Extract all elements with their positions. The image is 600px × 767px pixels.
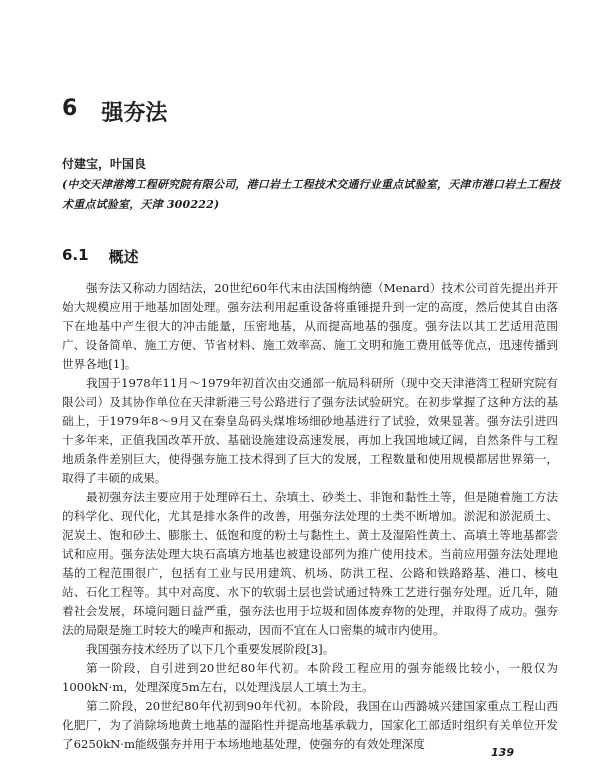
chapter-heading: [62, 96, 167, 127]
page-number: 139: [491, 746, 514, 759]
section-title: 概述: [108, 248, 139, 266]
body-text: [62, 279, 558, 754]
chapter-number: 6: [62, 96, 78, 121]
authors: 付建宝，叶国良: [62, 157, 147, 171]
paragraph: 我国于1978年11月～1979年初首次由交通部一航局科研所（现中交天津港湾工程研究院有限公司）及其协作单位在天津新港三号公路进行了强夯法试验研究。在初步掌握了这种方法的基础上，于1979年8～9月又在秦皇岛码头煤堆场细砂地基进行了试验，效果显著。强夯法引进四十多年来，正值我国改革开放、基础设施建设高速发展，再加上我国地域辽阔，自然条件与工程地质条件差别巨大，使得强夯施工技术得到了巨大的发展，工程数量和使用规模都居世界第一，取得了丰硕的成果。: [62, 376, 558, 485]
paragraph: 最初强夯法主要应用于处理碎石土、杂填土、砂类土、非饱和黏性土等，但是随着施工方法的科学化、现代化，尤其是排水条件的改善，用强夯法处理的土类不断增加。淤泥和淤泥质土、泥炭土、饱和砂土、膨胀土、低饱和度的粉土与黏性土、黄土及湿陷性黄土、高填土等地基都尝试和应用。强夯法处理大块石高填方地基也被建设部列为推广使用技术。当前应用强夯法处理地基的工程范围很广，包括有工业与民用建筑、机场、防洪工程、公路和铁路路基、港口、核电站、石化工程等。其中对高度、水下的软弱土层也尝试通过特殊工艺进行强夯处理。近几年，随着社会发展，环境问题日益严重，强夯法也用于垃圾和固体废弃物的处理，并取得了成功。强夯法的局限是施工时较大的噪声和振动，因而不宜在人口密集的城市内使用。: [62, 490, 558, 637]
paragraph: 我国强夯技术经历了以下几个重要发展阶段[3]。: [86, 642, 335, 656]
section-heading: [62, 246, 139, 267]
paragraph: 第二阶段，20世纪80年代初到90年代初。本阶段，我国在山西潞城兴建国家重点工程山西化肥厂，为了消除场地黄土地基的湿陷性并提高地基承载力，国家化工部适时组织有关单位开发了6250kN·m能级强夯并用于本场地地基处理，使强夯的有效处理深度: [62, 699, 558, 751]
affiliation: (中交天津港湾工程研究院有限公司，港口岩土工程技术交通行业重点试验室，天津市港口岩土工程技术重点试验室，天津 300222): [62, 178, 561, 211]
paragraph: 第一阶段，自引进到20世纪80年代初。本阶段工程应用的强夯能级比较小，一般仅为1000kN·m，处理深度5m左右，以处理浅层人工填土为主。: [62, 661, 558, 694]
paragraph: 强夯法又称动力固结法，20世纪60年代末由法国梅纳德（Menard）技术公司首先提出并开始大规模应用于地基加固处理。强夯法利用起重设备将重锤提升到一定的高度，然后使其自由落下在地基中产生很大的冲击能量，压密地基，从而提高地基的强度。强夯法以其工艺适用范围广、设备简单、施工方便、节省材料、施工效率高、施工文明和施工费用低等优点，迅速传播到世界各地[1]。: [62, 281, 558, 371]
chapter-title: 强夯法: [101, 101, 168, 126]
section-number: 6.1: [62, 246, 89, 264]
